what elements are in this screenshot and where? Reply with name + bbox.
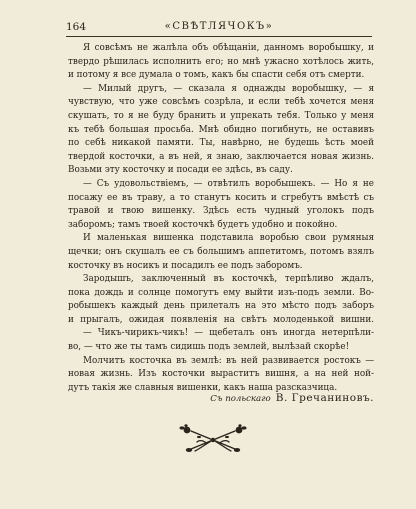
text-line: и прыгалъ, ожидая появленія на свѣтъ молоденькой вишни. bbox=[68, 314, 374, 325]
page-number: 164 bbox=[66, 21, 87, 33]
text-line: дутъ такія же славныя вишенки, какъ наша разсказчица. bbox=[68, 382, 338, 393]
text-line: — Съ удовольствіемъ, — отвѣтилъ воробышекъ. — Но я не bbox=[83, 178, 374, 189]
text-line: новая жизнь. Изъ косточки выраститъ вишня, а на ней ной- bbox=[68, 369, 374, 380]
text-line: чувствую, что уже совсѣмъ созрѣла, и если тебѣ хочется меня bbox=[68, 97, 374, 108]
text-line: по себѣ никакой памяти. Ты, навѣрно, не будешь ѣсть моей bbox=[68, 138, 374, 149]
text-line: посажу ее въ траву, а то станутъ косить и сгребутъ вмѣстѣ съ bbox=[68, 192, 374, 203]
text-line: во, — что же ты тамъ сидишь подъ землей, вылѣзай скорѣе! bbox=[68, 342, 350, 353]
page-header bbox=[66, 20, 372, 37]
text-line: твердой косточки, а въ ней, я знаю, заключается новая жизнь. bbox=[68, 151, 374, 162]
text-line: косточку въ носикъ и посадилъ ее подъ заборомъ. bbox=[68, 260, 303, 271]
text-line: Молчитъ косточка въ землѣ: въ ней развивается ростокъ — bbox=[83, 355, 374, 366]
text-line: къ тебѣ большая просьба. Мнѣ обидно погибнуть, не оставивъ bbox=[68, 124, 374, 135]
signature-prefix: Съ польскаго bbox=[210, 394, 271, 404]
text-line: скушать, то я не буду бранить и упрекать тебя. Только у меня bbox=[68, 110, 374, 121]
signature-name: В. Гречаниновъ. bbox=[275, 392, 374, 404]
text-line: пока дождь и солнце помогутъ ему выйти изъ-подъ земли. Во- bbox=[68, 287, 374, 298]
text-line: заборомъ; тамъ твоей косточкѣ будетъ удобно и покойно. bbox=[68, 219, 338, 230]
text-line: твердо рѣшилась исполнить его; но мнѣ ужасно хотѣлось жить, bbox=[68, 56, 374, 67]
text-line: травой и твою вишенку. Здѣсь есть чудный уголокъ подъ bbox=[68, 206, 374, 217]
translator-signature bbox=[190, 386, 374, 405]
story-text bbox=[68, 42, 374, 395]
journal-title: «СВѢТЛЯЧОКЪ» bbox=[164, 21, 274, 32]
text-line: — Чикъ-чирикъ-чикъ! — щебеталъ онъ иногда нетерпѣли- bbox=[83, 328, 374, 339]
text-line: щечки; онъ скушалъ ее съ большимъ аппетитомъ, потомъ взялъ bbox=[68, 246, 374, 257]
text-line: робышекъ каждый день прилеталъ на это мѣсто подъ заборъ bbox=[68, 301, 374, 312]
text-line: Возьми эту косточку и посади ее здѣсь, въ саду. bbox=[68, 165, 293, 176]
crossed-flowers-ornament-icon bbox=[177, 424, 249, 454]
text-line: Зародышъ, заключенный въ косточкѣ, терпѣливо ждалъ, bbox=[83, 274, 374, 285]
text-line: И маленькая вишенка подставила воробью свои румяныя bbox=[83, 233, 374, 244]
text-line: Я совсѣмъ не жалѣла объ обѣщаніи, данномъ воробышку, и bbox=[83, 43, 374, 53]
text-line: — Милый другъ, — сказала я однажды воробышку, — я bbox=[83, 83, 374, 94]
text-line: и потому я все думала о томъ, какъ бы спасти себя отъ смерти. bbox=[68, 70, 365, 81]
